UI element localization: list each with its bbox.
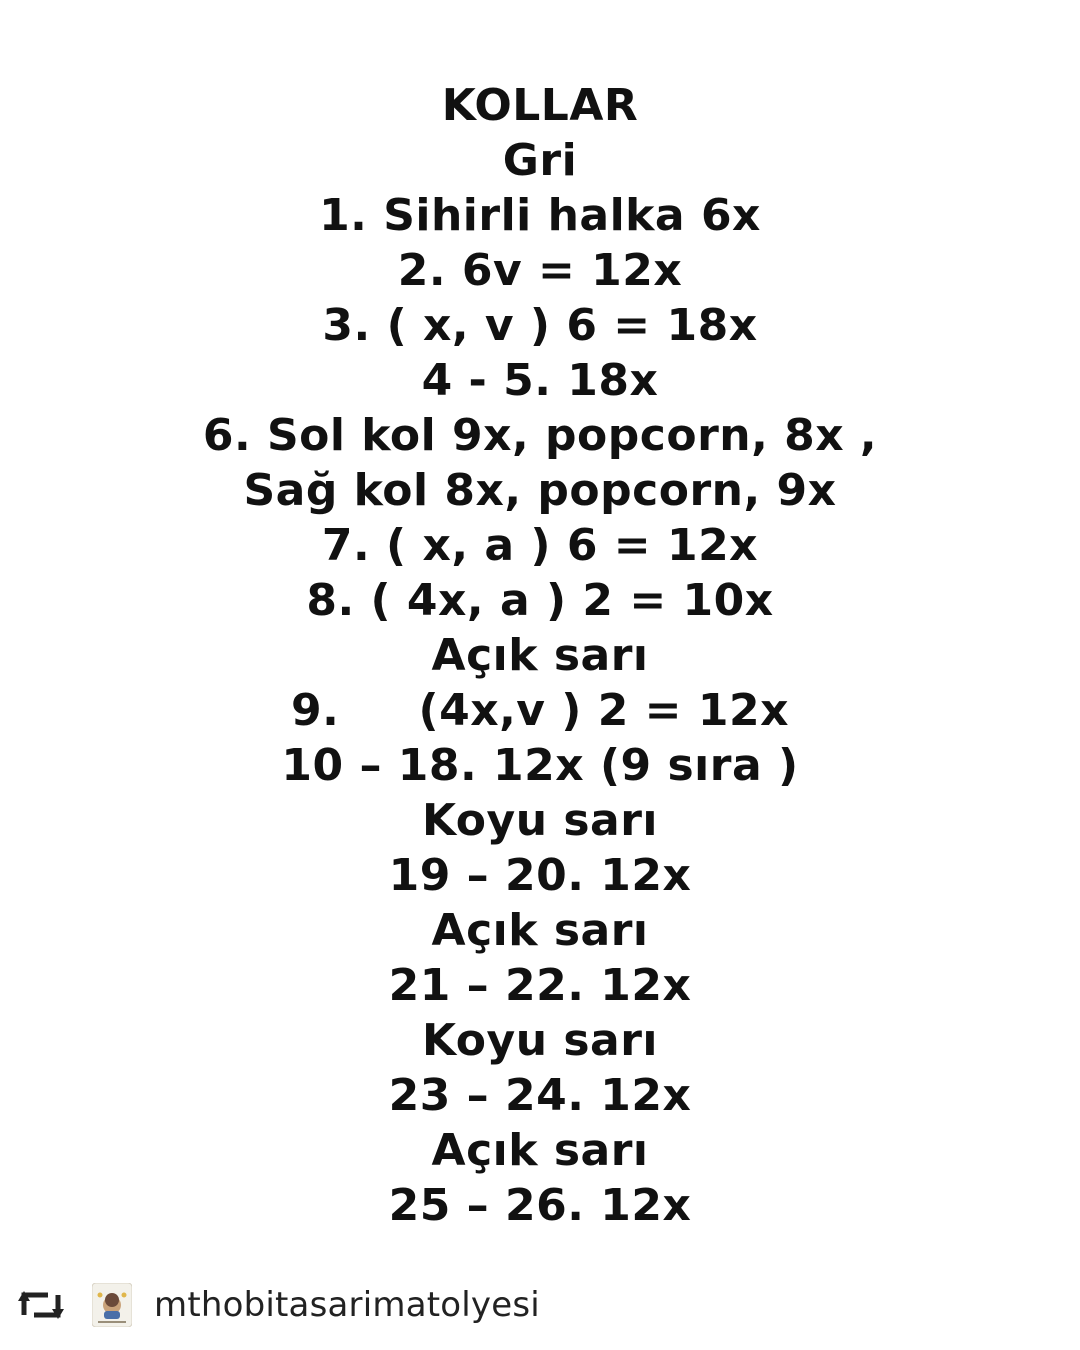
pattern-row: Sağ kol 8x, popcorn, 9x (243, 465, 837, 516)
pattern-text (0, 78, 1080, 1233)
repost-footer (18, 1280, 540, 1330)
pattern-row: 21 – 22. 12x (388, 960, 692, 1011)
pattern-row: 19 – 20. 12x (388, 850, 692, 901)
pattern-row: 4 - 5. 18x (421, 355, 659, 406)
pattern-title: KOLLAR (441, 80, 639, 131)
color-heading: Koyu sarı (421, 795, 659, 846)
pattern-row: 2. 6v = 12x (397, 245, 683, 296)
pattern-row: 25 – 26. 12x (388, 1180, 692, 1231)
pattern-row: 23 – 24. 12x (388, 1070, 692, 1121)
pattern-row: 6. Sol kol 9x, popcorn, 8x , (202, 410, 878, 461)
pattern-row: 8. ( 4x, a ) 2 = 10x (306, 575, 774, 626)
pattern-row: 10 – 18. 12x (9 sıra ) (281, 740, 799, 791)
pattern-row: 7. ( x, a ) 6 = 12x (321, 520, 759, 571)
color-heading: Açık sarı (431, 630, 649, 681)
color-heading: Açık sarı (431, 1125, 649, 1176)
avatar[interactable] (92, 1283, 132, 1327)
pattern-row: 9. (4x,v ) 2 = 12x (291, 685, 789, 736)
color-heading: Açık sarı (431, 905, 649, 956)
repost-icon[interactable] (18, 1285, 64, 1325)
color-heading: Koyu sarı (421, 1015, 659, 1066)
pattern-row: 3. ( x, v ) 6 = 18x (322, 300, 758, 351)
username[interactable]: mthobitasarimatolyesi (154, 1285, 540, 1325)
color-heading-gray: Gri (502, 135, 578, 186)
pattern-row: 1. Sihirli halka 6x (319, 190, 761, 241)
